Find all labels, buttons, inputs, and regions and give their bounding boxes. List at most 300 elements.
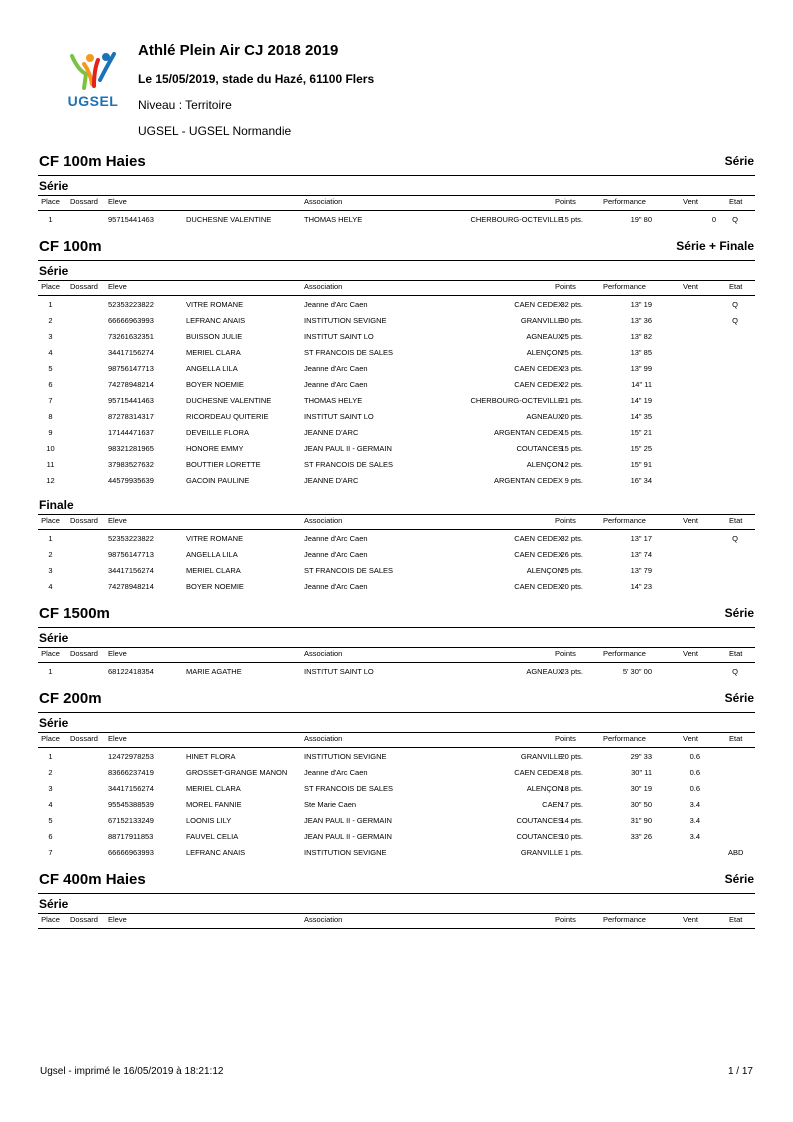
cell-performance: 30" 11: [631, 768, 652, 777]
cell-vent: 0.6: [689, 784, 700, 793]
col-dossard: Dossard: [70, 282, 98, 291]
col-vent: Vent: [683, 516, 699, 525]
col-vent: Vent: [683, 282, 699, 291]
event-name: CF 200m: [39, 690, 102, 707]
cell-performance: 13" 19: [630, 300, 652, 309]
table-row: [38, 580, 755, 596]
cell-place: 11: [46, 460, 55, 469]
event-name: CF 100m: [39, 238, 102, 255]
cell-eleve-id: 95715441463: [108, 396, 154, 405]
col-performance: Performance: [603, 734, 646, 743]
table-row: [38, 665, 755, 681]
table-row: [38, 314, 755, 330]
cell-association: ST FRANCOIS DE SALES: [304, 784, 394, 793]
footer-printed: Ugsel - imprimé le 16/05/2019 à 18:21:12: [40, 1066, 224, 1077]
cell-association: INSTITUTION SEVIGNE: [304, 848, 387, 857]
cell-points: 32 pts.: [560, 300, 583, 309]
cell-city: ALENÇON: [526, 566, 563, 575]
cell-eleve-name: BOYER NOEMIE: [186, 380, 244, 389]
cell-eleve-id: 83666237419: [108, 768, 154, 777]
organization-label: UGSEL - UGSEL Normandie: [138, 124, 292, 138]
cell-eleve-id: 74278948214: [108, 582, 154, 591]
cell-eleve-id: 66666963993: [108, 316, 154, 325]
event-header: [38, 238, 755, 261]
round-title: Série: [39, 631, 69, 645]
cell-performance: 29" 33: [630, 752, 652, 761]
table-row: [38, 766, 755, 782]
cell-eleve-name: ANGELLA LILA: [186, 550, 238, 559]
cell-eleve-id: 98321281965: [108, 444, 154, 453]
cell-eleve-name: VITRE ROMANE: [186, 300, 244, 309]
cell-etat: Q: [732, 667, 738, 676]
cell-association: INSTITUT SAINT LO: [304, 667, 374, 676]
cell-association: INSTITUTION SEVIGNE: [304, 316, 387, 325]
cell-city: ALENÇON: [526, 460, 563, 469]
cell-eleve-name: GROSSET-GRANGE MANON: [186, 768, 288, 777]
col-association: Association: [304, 516, 343, 525]
cell-eleve-id: 95545388539: [108, 800, 154, 809]
col-vent: Vent: [683, 649, 699, 658]
col-eleve: Eleve: [108, 197, 127, 206]
table-row: [38, 830, 755, 846]
col-dossard: Dossard: [70, 734, 98, 743]
cell-place: 7: [48, 848, 53, 857]
event-type: Série: [724, 872, 754, 886]
cell-association: Jeanne d'Arc Caen: [304, 380, 368, 389]
cell-points: 22 pts.: [560, 380, 583, 389]
column-header-row: [38, 514, 755, 530]
cell-city: CAEN CEDEX: [514, 300, 563, 309]
footer-page-number: 1 / 17: [727, 1066, 753, 1077]
cell-eleve-id: 87278314317: [108, 412, 154, 421]
round-title: Série: [39, 264, 69, 278]
cell-eleve-name: MERIEL CLARA: [186, 348, 241, 357]
cell-vent: 0.6: [689, 768, 700, 777]
logo-text: UGSEL: [67, 93, 119, 109]
page-subtitle: Le 15/05/2019, stade du Hazé, 61100 Flers: [138, 72, 375, 86]
cell-points: 25 pts.: [560, 566, 583, 575]
event-header: [38, 871, 755, 894]
cell-city: COUTANCES: [516, 444, 563, 453]
cell-city: ALENÇON: [526, 348, 563, 357]
column-header-row: [38, 647, 755, 663]
table-row: [38, 410, 755, 426]
cell-performance: 15" 91: [630, 460, 652, 469]
col-eleve: Eleve: [108, 649, 127, 658]
col-eleve: Eleve: [108, 516, 127, 525]
level-label: Niveau : Territoire: [138, 98, 232, 112]
round-title: Série: [39, 716, 69, 730]
cell-eleve-name: FAUVEL CELIA: [186, 832, 239, 841]
round-title: Série: [39, 179, 69, 193]
cell-points: 15 pts.: [560, 215, 583, 224]
cell-eleve-id: 12472978253: [108, 752, 154, 761]
table-row: [38, 442, 755, 458]
cell-eleve-name: MOREL FANNIE: [186, 800, 242, 809]
cell-city: CAEN CEDEX: [514, 364, 563, 373]
col-dossard: Dossard: [70, 649, 98, 658]
event-type: Série: [724, 154, 754, 168]
cell-city: GRANVILLE: [520, 752, 563, 761]
col-vent: Vent: [683, 915, 699, 924]
cell-eleve-id: 98756147713: [108, 364, 154, 373]
table-row: [38, 846, 755, 862]
cell-eleve-name: DEVEILLE FLORA: [186, 428, 249, 437]
cell-city: AGNEAUX: [526, 667, 563, 676]
col-place: Place: [41, 282, 60, 291]
cell-place: 8: [48, 412, 53, 421]
cell-place: 4: [48, 348, 53, 357]
cell-performance: 14" 11: [631, 380, 652, 389]
cell-association: THOMAS HELYE: [304, 396, 363, 405]
cell-city: ARGENTAN CEDEX: [493, 476, 563, 485]
table-row: [38, 213, 755, 229]
cell-points: 25 pts.: [560, 332, 583, 341]
cell-points: 20 pts.: [560, 752, 583, 761]
cell-place: 10: [46, 444, 55, 453]
cell-association: ST FRANCOIS DE SALES: [304, 566, 394, 575]
cell-place: 12: [46, 476, 55, 485]
column-header-row: [38, 280, 755, 296]
cell-eleve-id: 17144471637: [108, 428, 154, 437]
col-eleve: Eleve: [108, 734, 127, 743]
col-place: Place: [41, 197, 60, 206]
col-performance: Performance: [603, 649, 646, 658]
col-association: Association: [304, 282, 343, 291]
col-place: Place: [41, 734, 60, 743]
table-row: [38, 426, 755, 442]
col-etat: Etat: [729, 915, 743, 924]
col-eleve: Eleve: [108, 282, 127, 291]
section-spacer: [38, 681, 755, 690]
event-name: CF 100m Haies: [39, 153, 146, 170]
col-dossard: Dossard: [70, 915, 98, 924]
col-etat: Etat: [729, 649, 743, 658]
cell-points: 25 pts.: [560, 348, 583, 357]
col-points: Points: [555, 282, 576, 291]
cell-place: 6: [48, 832, 53, 841]
col-points: Points: [555, 649, 576, 658]
column-header-row: [38, 913, 755, 929]
cell-performance: 13" 74: [630, 550, 652, 559]
cell-eleve-name: HINET FLORA: [186, 752, 236, 761]
cell-eleve-name: MARIE AGATHE: [186, 667, 242, 676]
col-points: Points: [555, 516, 576, 525]
cell-place: 2: [48, 550, 53, 559]
table-row: [38, 564, 755, 580]
col-points: Points: [555, 734, 576, 743]
cell-eleve-id: 37983527632: [108, 460, 154, 469]
cell-association: ST FRANCOIS DE SALES: [304, 348, 394, 357]
ugsel-logo: [60, 50, 126, 110]
col-vent: Vent: [683, 197, 699, 206]
cell-place: 1: [48, 534, 53, 543]
cell-performance: 14" 23: [630, 582, 652, 591]
cell-points: 1 pts.: [564, 848, 583, 857]
cell-eleve-id: 34417156274: [108, 784, 154, 793]
cell-performance: 13" 82: [630, 332, 652, 341]
col-etat: Etat: [729, 734, 743, 743]
cell-points: 26 pts.: [560, 550, 583, 559]
cell-place: 1: [48, 300, 53, 309]
cell-eleve-name: BOUTTIER LORETTE: [186, 460, 261, 469]
cell-association: JEANNE D'ARC: [304, 428, 359, 437]
col-performance: Performance: [603, 282, 646, 291]
cell-eleve-name: LEFRANC ANAIS: [186, 848, 246, 857]
cell-place: 2: [48, 316, 53, 325]
cell-city: AGNEAUX: [526, 332, 563, 341]
table-row: [38, 458, 755, 474]
cell-performance: 15" 21: [630, 428, 652, 437]
col-performance: Performance: [603, 516, 646, 525]
cell-place: 1: [48, 215, 53, 224]
table-row: [38, 378, 755, 394]
cell-points: 30 pts.: [560, 316, 583, 325]
col-performance: Performance: [603, 915, 646, 924]
cell-vent: 0.6: [689, 752, 700, 761]
event-type: Série + Finale: [676, 239, 754, 253]
cell-points: 18 pts.: [560, 784, 583, 793]
table-row: [38, 330, 755, 346]
cell-performance: 31" 90: [630, 816, 652, 825]
column-header-row: [38, 732, 755, 748]
cell-city: AGNEAUX: [526, 412, 563, 421]
cell-performance: 16" 34: [630, 476, 652, 485]
col-etat: Etat: [729, 197, 743, 206]
cell-association: Jeanne d'Arc Caen: [304, 582, 368, 591]
cell-performance: 30" 50: [630, 800, 652, 809]
cell-place: 9: [48, 428, 53, 437]
cell-performance: 33" 26: [630, 832, 652, 841]
cell-association: Ste Marie Caen: [304, 800, 357, 809]
cell-association: Jeanne d'Arc Caen: [304, 550, 368, 559]
cell-eleve-id: 98756147713: [108, 550, 154, 559]
cell-city: CAEN CEDEX: [514, 550, 563, 559]
cell-eleve-name: MERIEL CLARA: [186, 784, 241, 793]
cell-city: CAEN CEDEX: [514, 768, 563, 777]
cell-city: COUTANCES: [516, 832, 563, 841]
cell-performance: 15" 25: [630, 444, 652, 453]
results-content: [38, 153, 755, 931]
cell-eleve-name: DUCHESNE VALENTINE: [186, 396, 272, 405]
event-header: [38, 690, 755, 713]
cell-eleve-id: 74278948214: [108, 380, 154, 389]
cell-eleve-id: 73261632351: [108, 332, 154, 341]
column-header-row: [38, 195, 755, 211]
cell-city: ALENÇON: [526, 784, 563, 793]
cell-city: CHERBOURG-OCTEVILLE: [470, 215, 563, 224]
table-row: [38, 346, 755, 362]
cell-association: INSTITUTION SEVIGNE: [304, 752, 387, 761]
page-title: Athlé Plein Air CJ 2018 2019: [138, 42, 339, 59]
cell-vent: 3.4: [689, 832, 700, 841]
cell-association: Jeanne d'Arc Caen: [304, 300, 368, 309]
table-row: [38, 782, 755, 798]
cell-eleve-id: 52353223822: [108, 300, 154, 309]
cell-city: GRANVILLE: [520, 316, 563, 325]
cell-association: JEAN PAUL II - GERMAIN: [304, 444, 392, 453]
cell-city: CAEN CEDEX: [514, 582, 563, 591]
cell-points: 21 pts.: [560, 396, 583, 405]
cell-performance: 13" 85: [630, 348, 652, 357]
col-eleve: Eleve: [108, 915, 127, 924]
event-header: [38, 153, 755, 176]
cell-association: THOMAS HELYE: [304, 215, 363, 224]
cell-points: 15 pts.: [560, 444, 583, 453]
cell-performance: 13" 36: [630, 316, 652, 325]
cell-place: 3: [48, 332, 53, 341]
cell-eleve-id: 68122418354: [108, 667, 154, 676]
cell-etat: Q: [732, 316, 738, 325]
col-place: Place: [41, 516, 60, 525]
table-row: [38, 474, 755, 490]
cell-points: 17 pts.: [560, 800, 583, 809]
col-performance: Performance: [603, 197, 646, 206]
cell-association: INSTITUT SAINT LO: [304, 332, 374, 341]
cell-eleve-id: 67152133249: [108, 816, 154, 825]
cell-city: ARGENTAN CEDEX: [493, 428, 563, 437]
cell-points: 10 pts.: [560, 832, 583, 841]
cell-place: 1: [48, 752, 53, 761]
event-header: [38, 605, 755, 628]
cell-eleve-name: BOYER NOEMIE: [186, 582, 244, 591]
cell-etat: Q: [732, 534, 738, 543]
cell-city: CHERBOURG-OCTEVILLE: [470, 396, 563, 405]
cell-association: Jeanne d'Arc Caen: [304, 364, 368, 373]
col-association: Association: [304, 915, 343, 924]
logo-figures-icon: [72, 53, 114, 88]
cell-points: 18 pts.: [560, 768, 583, 777]
cell-points: 14 pts.: [560, 816, 583, 825]
cell-association: INSTITUT SAINT LO: [304, 412, 374, 421]
cell-performance: 5' 30" 00: [622, 667, 652, 676]
cell-eleve-name: LOONIS LILY: [186, 816, 232, 825]
cell-performance: 19" 80: [630, 215, 652, 224]
cell-place: 4: [48, 582, 53, 591]
col-points: Points: [555, 197, 576, 206]
col-association: Association: [304, 197, 343, 206]
cell-eleve-id: 95715441463: [108, 215, 154, 224]
cell-place: 5: [48, 816, 53, 825]
cell-place: 5: [48, 364, 53, 373]
section-spacer: [38, 596, 755, 605]
table-row: [38, 750, 755, 766]
cell-vent: 3.4: [689, 800, 700, 809]
col-dossard: Dossard: [70, 516, 98, 525]
cell-place: 7: [48, 396, 53, 405]
cell-association: JEAN PAUL II - GERMAIN: [304, 816, 392, 825]
cell-place: 3: [48, 784, 53, 793]
cell-association: JEAN PAUL II - GERMAIN: [304, 832, 392, 841]
cell-city: CAEN CEDEX: [514, 534, 563, 543]
cell-points: 23 pts.: [560, 667, 583, 676]
cell-eleve-name: HONORE EMMY: [186, 444, 244, 453]
cell-association: Jeanne d'Arc Caen: [304, 534, 368, 543]
cell-association: ST FRANCOIS DE SALES: [304, 460, 394, 469]
event-name: CF 1500m: [39, 605, 110, 622]
cell-eleve-name: GACOIN PAULINE: [186, 476, 250, 485]
cell-etat: Q: [732, 300, 738, 309]
cell-points: 15 pts.: [560, 428, 583, 437]
cell-points: 32 pts.: [560, 534, 583, 543]
event-type: Série: [724, 691, 754, 705]
cell-eleve-id: 66666963993: [108, 848, 154, 857]
cell-performance: 13" 17: [630, 534, 652, 543]
col-points: Points: [555, 915, 576, 924]
cell-eleve-id: 44579935639: [108, 476, 154, 485]
cell-performance: 13" 79: [630, 566, 652, 575]
cell-eleve-name: LEFRANC ANAIS: [186, 316, 246, 325]
cell-etat: Q: [732, 215, 738, 224]
round-title: Série: [39, 897, 69, 911]
cell-vent: 0: [711, 215, 716, 224]
section-spacer: [38, 229, 755, 238]
section-spacer: [38, 862, 755, 871]
cell-eleve-name: BUISSON JULIE: [186, 332, 243, 341]
col-association: Association: [304, 734, 343, 743]
cell-place: 4: [48, 800, 53, 809]
cell-performance: 14" 19: [630, 396, 652, 405]
cell-points: 20 pts.: [560, 582, 583, 591]
col-dossard: Dossard: [70, 197, 98, 206]
table-row: [38, 798, 755, 814]
col-vent: Vent: [683, 734, 699, 743]
cell-eleve-name: ANGELLA LILA: [186, 364, 238, 373]
cell-etat: ABD: [728, 848, 744, 857]
cell-place: 2: [48, 768, 53, 777]
table-row: [38, 548, 755, 564]
table-row: [38, 532, 755, 548]
col-place: Place: [41, 649, 60, 658]
cell-place: 1: [48, 667, 53, 676]
cell-association: Jeanne d'Arc Caen: [304, 768, 368, 777]
event-type: Série: [724, 606, 754, 620]
cell-city: COUTANCES: [516, 816, 563, 825]
cell-points: 20 pts.: [560, 412, 583, 421]
col-etat: Etat: [729, 516, 743, 525]
col-association: Association: [304, 649, 343, 658]
event-name: CF 400m Haies: [39, 871, 146, 888]
cell-performance: 30" 19: [630, 784, 652, 793]
cell-performance: 13" 99: [630, 364, 652, 373]
cell-eleve-id: 34417156274: [108, 566, 154, 575]
round-title: Finale: [39, 498, 74, 512]
cell-eleve-id: 34417156274: [108, 348, 154, 357]
table-row: [38, 362, 755, 378]
cell-points: 23 pts.: [560, 364, 583, 373]
col-place: Place: [41, 915, 60, 924]
cell-eleve-name: RICORDEAU QUITERIE: [186, 412, 269, 421]
cell-city: CAEN CEDEX: [514, 380, 563, 389]
col-etat: Etat: [729, 282, 743, 291]
table-row: [38, 298, 755, 314]
table-row: [38, 394, 755, 410]
cell-eleve-name: VITRE ROMANE: [186, 534, 244, 543]
cell-points: 12 pts.: [560, 460, 583, 469]
cell-association: JEANNE D'ARC: [304, 476, 359, 485]
cell-vent: 3.4: [689, 816, 700, 825]
cell-eleve-id: 88717911853: [108, 832, 154, 841]
cell-points: 9 pts.: [564, 476, 583, 485]
cell-place: 6: [48, 380, 53, 389]
cell-city: CAEN: [542, 800, 563, 809]
cell-eleve-id: 52353223822: [108, 534, 154, 543]
table-row: [38, 814, 755, 830]
cell-eleve-name: DUCHESNE VALENTINE: [186, 215, 272, 224]
cell-performance: 14" 35: [630, 412, 652, 421]
cell-city: GRANVILLE: [520, 848, 563, 857]
cell-eleve-name: MERIEL CLARA: [186, 566, 241, 575]
